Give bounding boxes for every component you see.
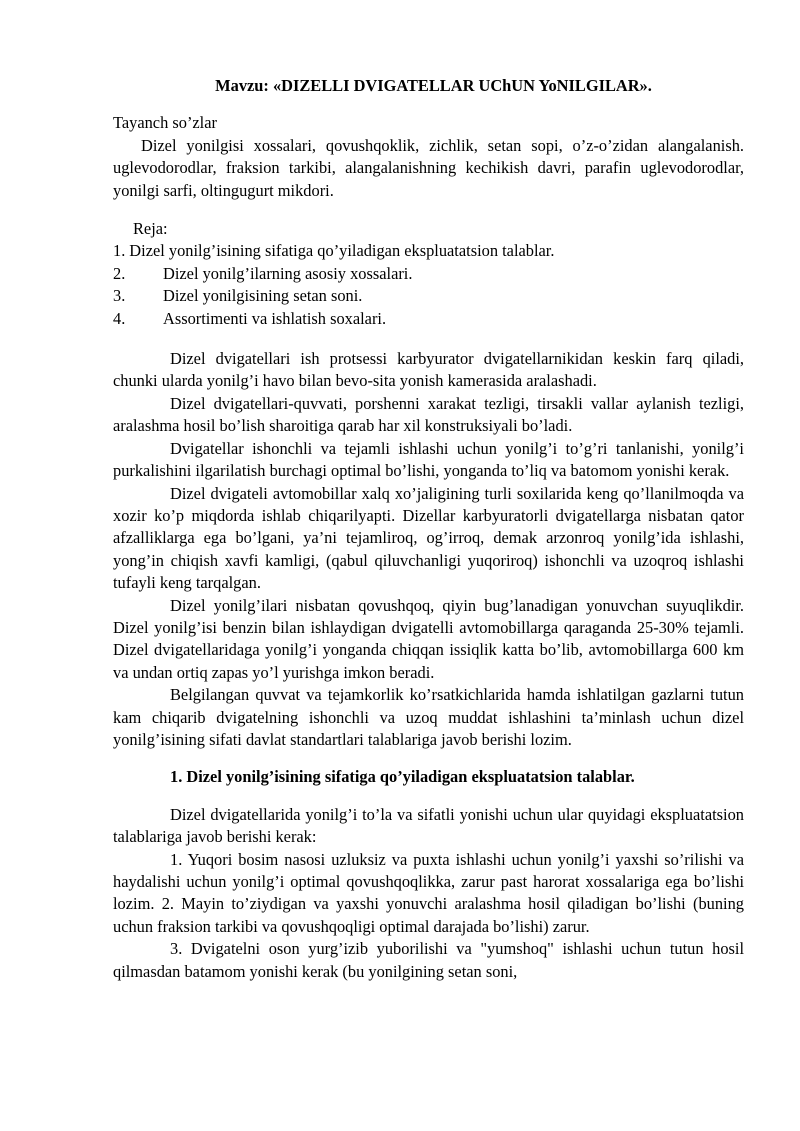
- plan-item-text: Dizel yonilg’ilarning asosiy xossalari.: [163, 263, 413, 283]
- plan-item-number: 3.: [113, 286, 126, 306]
- body-paragraph: Dvigatellar ishonchli va tejamli ishlashi uchun yonilg’i to’g’ri tanlanishi, yonilg’i purkalishini ilgarilatish burchagi optimal bo’lishi, yonganda to’liq va batomom yonishi kerak.: [113, 438, 744, 481]
- plan-item: [113, 285, 744, 307]
- plan-item-text: Dizel yonilg’isining sifatiga qo’yiladigan ekspluatatsion talablar.: [129, 241, 555, 261]
- body-paragraph: Dizel yonilg’ilari nisbatan qovushqoq, qiyin bug’lanadigan yonuvchan suyuqlikdir. Dizel yonilg’isi benzin bilan ishlaydigan dvigatelli avtomobillarga qaraganda 25-30% tejamli. Dizel dvigatellaridaga yonilg’i yonganda chiqqan issiqlik katta bo’lib, avtomobillarga 600 km va undan ortiq zapas yo’l yurishga imkon beradi.: [113, 595, 744, 682]
- plan-item-number: 1.: [113, 241, 126, 261]
- body-paragraph: Dizel dvigateli avtomobillar xalq xo’jaligining turli soxilarida keng qo’llanilmoqda va xozir ko’p miqdorda ishlab chiqarilyapti. Dizellar karbyuratorli dvigatellarga nisbatan qator afzalliklarga ega bo’lgani, ya’ni tejamliroq, og’irroq, demak arzonroq yonilg’ida ishlashi, yong’in chiqish xavfi kamligi, (qabul qiluvchanligi yuqoriroq) ishonchli va uzoqroq ishlashi tufayli keng tarqalgan.: [113, 483, 744, 593]
- plan-label: Reja:: [133, 219, 168, 239]
- section-paragraph: Dizel dvigatellarida yonilg’i to’la va sifatli yonishi uchun ular quyidagi ekspluatatsion talablariga javob berishi kerak:: [113, 804, 744, 847]
- plan-item: [113, 263, 744, 285]
- body-paragraph: Dizel dvigatellari ish protsessi karbyurator dvigatellarnikidan keskin farq qiladi, chunki ularda yonilg’i havo bilan bevo-sita yonish kamerasida aralashadi.: [113, 349, 744, 391]
- body-paragraph: Belgilangan quvvat va tejamkorlik ko’rsatkichlarida hamda ishlatilgan gazlarni tutun kam chiqarib dvigatelning ishonchli va uzoq muddat ishlashini ta’minlash uchun dizel yonilg’isining sifati davlat standartlari talablariga javob berishi lozim.: [113, 685, 744, 749]
- keywords-text: Dizel yonilgisi xossalari, qovushqoklik, zichlik, setan sopi, o’z-o’zidan alangalanish. uglevodorodlar, fraksion tarkibi, alangalanishning kechikish davri, parafin uglevodorodlar, yonilgi sarfi, oltingugurt mikdori.: [113, 135, 744, 200]
- spacer: [113, 330, 744, 348]
- body-paragraph: Dizel dvigatellari-quvvati, porshenni xarakat tezligi, tirsakli vallar aylanish tezligi, aralashma hosil bo’lish sharoitiga qarab har xil konstruksiyali bo’ladi.: [113, 393, 744, 436]
- plan-item-text: Assortimenti va ishlatish soxalari.: [163, 308, 387, 328]
- plan-item-number: 4.: [113, 308, 126, 328]
- keywords-label: Tayanch so’zlar: [113, 113, 217, 133]
- section-heading: 1. Dizel yonilg’isining sifatiga qo’yiladigan ekspluatatsion talablar.: [170, 767, 635, 787]
- page-title: Mavzu: «DIZELLI DVIGATELLAR UChUN YoNILGILAR».: [215, 76, 652, 95]
- section-paragraph: 1. Yuqori bosim nasosi uzluksiz va puxta ishlashi uchun yonilg’i yaxshi so’rilishi va haydalishi uchun yonilg’i optimal qovushqoqlikka, zarur past harorat xossalariga ega bo’lishi lozim. 2. Mayin to’ziydigan va yaxshi yonuvchi aralashma hosil qiladigan bo’lishi (buning uchun fraksion tarkibi va qovushqoqligi optimal darajada bo’lishi) zarur.: [113, 849, 744, 936]
- plan-list: [113, 240, 744, 330]
- plan-item: [113, 240, 744, 262]
- plan-item-text: Dizel yonilgisining setan soni.: [163, 286, 363, 306]
- plan-item: [113, 308, 744, 330]
- section-paragraph: 3. Dvigatelni oson yurg’izib yuborilishi va "yumshoq" ishlashi uchun tutun hosil qilmasdan batamom yonishi kerak (bu yonilgining setan soni,: [113, 939, 744, 981]
- plan-item-number: 2.: [113, 263, 126, 283]
